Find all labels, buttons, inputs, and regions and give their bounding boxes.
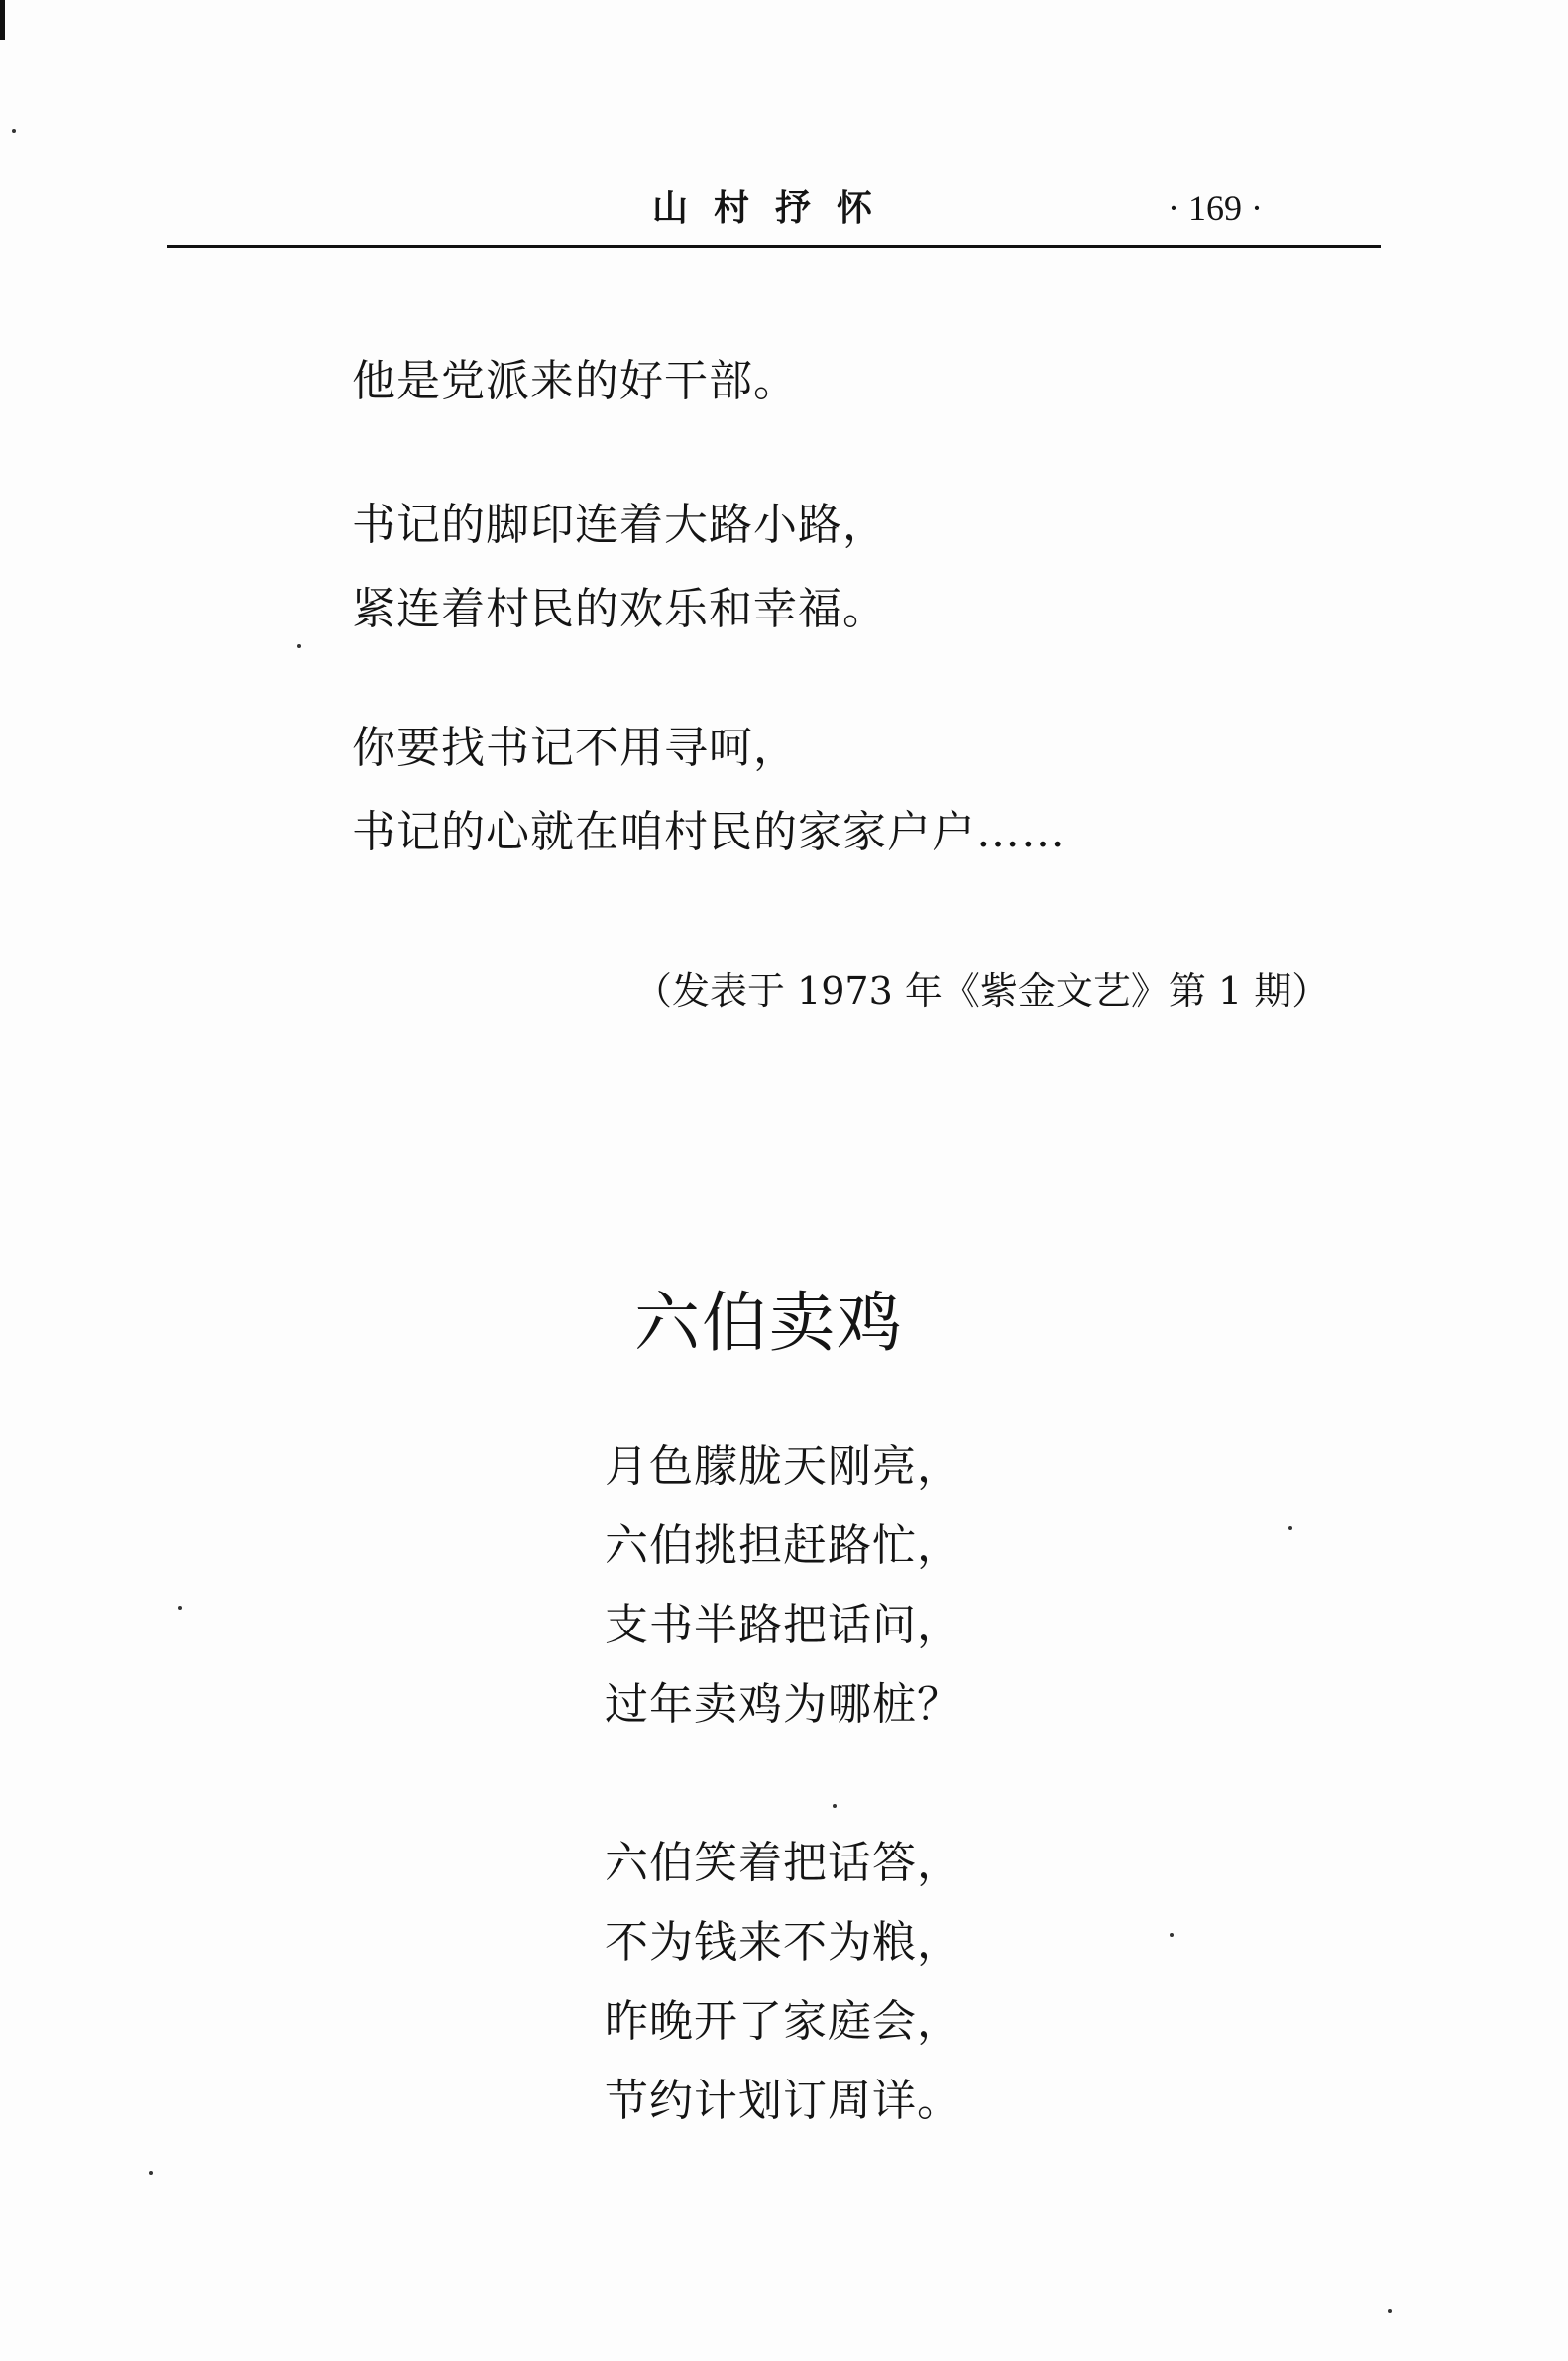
scan-speck: [178, 1606, 182, 1610]
scan-speck: [297, 644, 301, 648]
poem1-line-3: 紧连着村民的欢乐和幸福。: [352, 584, 887, 634]
poem1-line-1: 他是党派来的好干部。: [352, 356, 798, 406]
poem-title: 六伯卖鸡: [634, 1285, 904, 1361]
poem2-stanza1-line-1: 月色朦胧天刚亮，: [605, 1441, 961, 1492]
scan-speck: [149, 2171, 153, 2175]
scan-edge-mark: [0, 0, 5, 40]
poem2-stanza2-line-2: 不为钱来不为粮，: [605, 1917, 961, 1968]
header-rule: [167, 245, 1381, 248]
scan-speck: [12, 129, 16, 133]
poem2-stanza1-line-2: 六伯挑担赶路忙，: [605, 1520, 961, 1571]
scan-speck: [1288, 1526, 1292, 1530]
publication-note: （发表于 1973 年《紫金文艺》第 1 期）: [634, 969, 1330, 1013]
poem2-stanza2-line-4: 节约计划订周详。: [605, 2076, 961, 2126]
scan-speck: [1170, 1933, 1174, 1937]
poem1-line-5: 书记的心就在咱村民的家家户户……: [352, 807, 1065, 857]
poem2-stanza2-line-1: 六伯笑着把话答，: [605, 1838, 961, 1888]
page-number: · 169 ·: [1168, 188, 1263, 228]
poem1-line-4: 你要找书记不用寻呵，: [352, 723, 798, 773]
scan-speck: [833, 1804, 837, 1808]
poem2-stanza2-line-3: 昨晚开了家庭会，: [605, 1996, 961, 2047]
poem2-stanza1-line-4: 过年卖鸡为哪桩？: [605, 1679, 961, 1730]
poem2-stanza1-line-3: 支书半路把话问，: [605, 1600, 961, 1650]
running-header: [167, 178, 1381, 238]
poem1-line-2: 书记的脚印连着大路小路，: [352, 500, 887, 550]
scan-speck: [1388, 2309, 1392, 2313]
running-header-title: 山村抒怀: [652, 187, 899, 229]
